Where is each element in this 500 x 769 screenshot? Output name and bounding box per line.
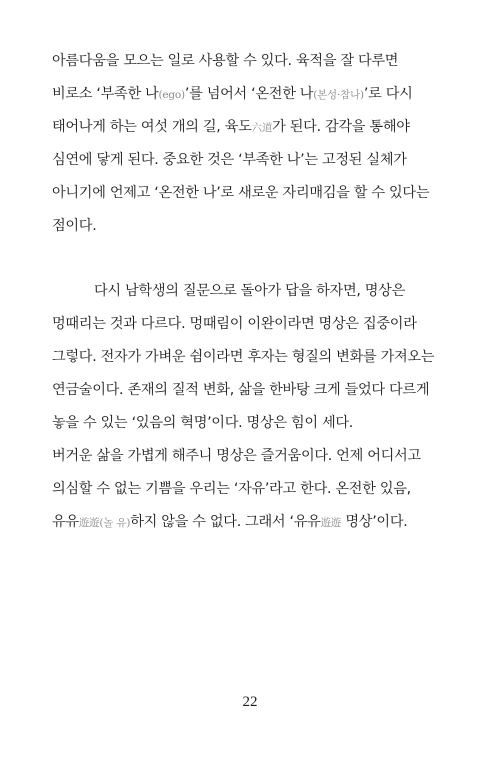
paragraph2-line5: 놓을 수 있는 ‘있음의 혁명’이다. 명상은 힘이 세다. <box>52 415 354 431</box>
text-segment: 하지 않을 수 없다. 그래서 ‘유유 <box>130 514 321 530</box>
paragraph2-line7: 의심할 수 없는 기쁨을 우리는 ‘자유’라고 한다. 온전한 있음, <box>52 481 411 497</box>
paragraph2-line4: 연금술이다. 존재의 질적 변화, 삶을 한바탕 크게 들었다 다르게 <box>52 382 430 398</box>
paragraph2-line8 <box>52 513 407 532</box>
paragraph1-line3 <box>52 118 410 137</box>
paragraph1-line6: 점이다. <box>52 218 97 234</box>
annotation-ego: (ego) <box>158 89 185 101</box>
text-segment: ’로 다시 <box>363 86 413 102</box>
page-number: 22 <box>242 694 258 710</box>
paragraph2-line6: 버거운 삶을 가볍게 해주니 명상은 즐거움이다. 언제 어디서고 <box>52 448 421 464</box>
annotation-true-self: (본성·참나) <box>313 89 364 101</box>
paragraph2-line3: 그렇다. 전자가 가벼운 쉼이라면 후자는 형질의 변화를 가져오는 <box>52 349 435 365</box>
annotation-six-paths: 六道 <box>251 122 273 134</box>
text-segment: 유유 <box>52 514 79 530</box>
paragraph2-line1: 다시 남학생의 질문으로 돌아가 답을 하자면, 명상은 <box>94 283 405 299</box>
annotation-play: 遊遊(놀 유) <box>78 517 131 529</box>
text-segment: 태어나게 하는 여섯 개의 길, 육도 <box>52 119 252 135</box>
text-segment: ’를 넘어서 ‘온전한 나 <box>184 86 314 102</box>
paragraph1-line1: 아름다움을 모으는 일로 사용할 수 있다. 육적을 잘 다루면 <box>52 53 399 69</box>
paragraph2-line2: 멍때리는 것과 다르다. 멍때림이 이완이라면 명상은 집중이라 <box>52 316 417 332</box>
text-segment: 가 된다. 감각을 통해야 <box>272 119 410 135</box>
text-segment: 비로소 ‘부족한 나 <box>52 86 159 102</box>
paragraph1-line4: 심연에 닿게 된다. 중요한 것은 ‘부족한 나’는 고정된 실체가 <box>52 152 407 168</box>
paragraph1-line2 <box>52 85 413 104</box>
text-segment: 명상’이다. <box>341 514 408 530</box>
annotation-play-hanja: 遊遊 <box>320 517 342 529</box>
paragraph1-line5: 아니기에 언제고 ‘온전한 나’로 새로운 자리매김을 할 수 있다는 <box>52 185 430 201</box>
